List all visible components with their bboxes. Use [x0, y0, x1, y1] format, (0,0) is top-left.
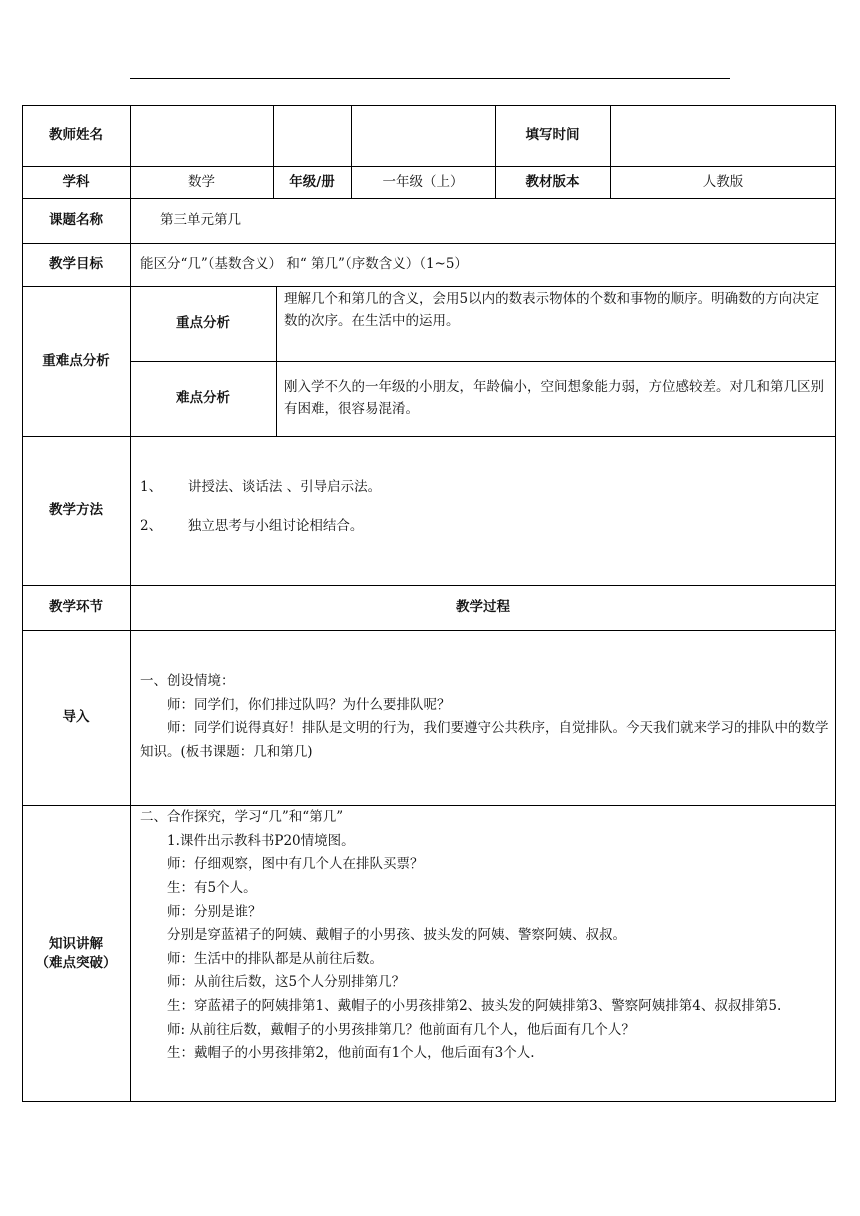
knowledge-line: 1.课件出示教科书P20情境图。	[167, 832, 355, 849]
textbook-label: 教材版本	[525, 173, 580, 190]
intro-line: 师：同学们，你们排过队吗？为什么要排队呢？	[167, 696, 451, 713]
row-divider	[22, 436, 836, 437]
intro-line: 一、创设情境：	[140, 673, 235, 689]
process-header: 教学过程	[456, 599, 510, 616]
knowledge-line: 分别是穿蓝裙子的阿姨、戴帽子的小男孩、披头发的阿姨、警察阿姨、叔叔。	[167, 927, 626, 944]
col-divider	[276, 286, 277, 436]
key-point-text: 理解几个和第几的含义，会用5以内的数表示物体的个数和事物的顺序。明确数的方向决定数的次序。在生活中的运用。	[284, 291, 820, 330]
knowledge-label-line2: （难点突破）	[35, 954, 117, 971]
knowledge-content	[140, 806, 830, 1102]
intro-line: 师：同学们说得真好！排队是文明的行为，我们要遵守公共秩序，自觉排队。今天我们就来学习的排队中的数学知识。(板书课题：几和第几)	[140, 720, 829, 760]
knowledge-line: 师：仔细观察，图中有几个人在排队买票？	[167, 856, 424, 873]
goal-value: 能区分“几”（基数含义） 和“ 第几”（序数含义）（1~5）	[140, 256, 468, 273]
difficult-point-text: 刚入学不久的一年级的小朋友，年龄偏小，空间想象能力弱，方位感较差。对几和第几区别有困难，很容易混淆。	[284, 379, 824, 418]
knowledge-line: 生：穿蓝裙子的阿姨排第1、戴帽子的小男孩排第2、披头发的阿姨排第3、警察阿姨排第4、叔叔排第5.	[167, 998, 782, 1014]
knowledge-label-line1: 知识讲解	[49, 936, 103, 953]
header-rule	[130, 78, 730, 79]
textbook-value: 人教版	[702, 173, 744, 190]
knowledge-line: 师：从前往后数，这5个人分别排第几？	[167, 974, 406, 991]
knowledge-line: 师：生活中的排队都是从前往后数。	[167, 950, 383, 967]
method-item: 1、 讲授法、谈话法 、引导启示法。	[140, 479, 382, 495]
knowledge-line: 二、合作探究，学习“几”和“第几”	[140, 809, 344, 825]
grade-label: 年级/册	[289, 173, 335, 190]
topic-label: 课题名称	[49, 212, 103, 229]
goal-label: 教学目标	[49, 256, 103, 273]
topic-value: 第三单元第几	[160, 212, 241, 229]
row-divider	[22, 630, 836, 631]
method-item: 2、 独立思考与小组讨论相结合。	[140, 518, 364, 534]
analysis-label: 重难点分析	[42, 352, 110, 369]
knowledge-line: 生：有5个人。	[167, 879, 257, 896]
method-label: 教学方法	[49, 502, 103, 519]
difficult-point-label: 难点分析	[176, 390, 230, 407]
teacher-name-label: 教师姓名	[49, 127, 103, 144]
stage-header: 教学环节	[49, 599, 103, 616]
fill-time-label: 填写时间	[525, 127, 580, 144]
intro-label: 导入	[62, 709, 90, 726]
knowledge-line: 师: 从前往后数，戴帽子的小男孩排第几？他前面有几个人，他后面有几个人？	[167, 1021, 635, 1038]
intro-content	[140, 670, 830, 800]
key-point-label: 重点分析	[176, 315, 230, 332]
subject-value: 数学	[188, 173, 215, 190]
knowledge-line: 生：戴帽子的小男孩排第2，他前面有1个人，他后面有3个人.	[167, 1045, 535, 1062]
subject-label: 学科	[62, 173, 90, 190]
knowledge-label	[22, 805, 130, 1102]
knowledge-line: 师：分别是谁？	[167, 903, 262, 920]
grade-value: 一年级（上）	[382, 173, 464, 190]
